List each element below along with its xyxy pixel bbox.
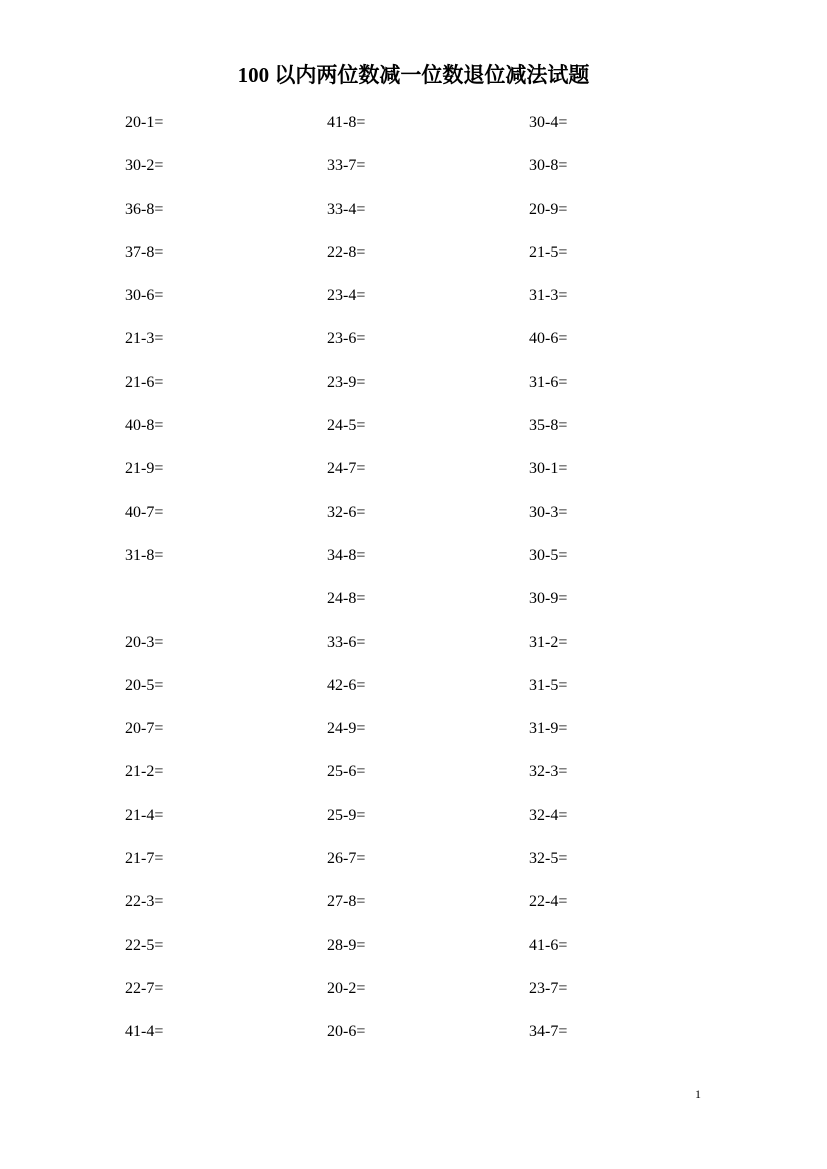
problem-item: 24-5= xyxy=(327,417,366,435)
problem-item: 22-3= xyxy=(125,893,164,911)
problem-item: 20-6= xyxy=(327,1023,366,1041)
problem-item: 30-5= xyxy=(529,546,568,564)
problem-item: 37-8= xyxy=(125,243,164,261)
problem-item: 30-8= xyxy=(529,157,568,175)
problem-item: 31-2= xyxy=(529,633,568,651)
problem-item: 30-1= xyxy=(529,460,568,478)
problem-item: 41-8= xyxy=(327,114,366,131)
page-number: 1 xyxy=(695,1087,701,1101)
problem-item: 23-6= xyxy=(327,330,366,348)
problem-item: 32-6= xyxy=(327,503,366,521)
problem-item: 33-6= xyxy=(327,633,366,651)
problem-item: 31-8= xyxy=(125,546,164,564)
problem-item: 23-4= xyxy=(327,287,366,305)
problem-item: 22-5= xyxy=(125,936,164,954)
problem-item: 30-2= xyxy=(125,157,164,175)
problem-item: 32-3= xyxy=(529,763,568,781)
problem-item: 20-9= xyxy=(529,200,568,218)
problems-grid xyxy=(125,111,649,1064)
problem-item: 26-7= xyxy=(327,850,366,868)
problem-item: 21-3= xyxy=(125,330,164,348)
problem-item: 31-9= xyxy=(529,720,568,738)
problem-item: 22-8= xyxy=(327,243,366,261)
problem-item: 41-6= xyxy=(529,936,568,954)
problem-item: 22-7= xyxy=(125,979,164,997)
problem-item: 28-9= xyxy=(327,936,366,954)
problem-item: 21-5= xyxy=(529,243,568,261)
problem-item: 34-7= xyxy=(529,1023,568,1041)
problem-item: 32-4= xyxy=(529,806,568,824)
problem-item: 25-6= xyxy=(327,763,366,781)
problem-item: 25-9= xyxy=(327,806,366,824)
problem-item: 30-3= xyxy=(529,503,568,521)
problem-item: 35-8= xyxy=(529,417,568,435)
problem-item: 31-5= xyxy=(529,676,568,694)
problem-item xyxy=(125,587,327,630)
problem-item: 23-9= xyxy=(327,373,366,391)
problem-item: 22-4= xyxy=(529,893,568,911)
problem-item: 21-2= xyxy=(125,763,164,781)
page-title: 100 以内两位数减一位数退位减法试题 xyxy=(237,63,590,87)
problem-item: 20-2= xyxy=(327,979,366,997)
problem-item: 30-4= xyxy=(529,114,568,131)
problem-item: 30-9= xyxy=(529,590,568,608)
problem-item: 24-9= xyxy=(327,720,366,738)
problem-item: 21-6= xyxy=(125,373,164,391)
problem-item: 31-3= xyxy=(529,287,568,305)
problem-item: 31-6= xyxy=(529,373,568,391)
problem-item: 24-7= xyxy=(327,460,366,478)
problem-item: 20-3= xyxy=(125,633,164,651)
problem-item: 21-7= xyxy=(125,850,164,868)
problem-item: 36-8= xyxy=(125,200,164,218)
problem-item: 21-9= xyxy=(125,460,164,478)
problem-item: 33-4= xyxy=(327,200,366,218)
problem-item: 32-5= xyxy=(529,850,568,868)
problem-item: 23-7= xyxy=(529,979,568,997)
problem-item: 40-8= xyxy=(125,417,164,435)
problem-item: 20-1= xyxy=(125,114,164,131)
problem-item: 33-7= xyxy=(327,157,366,175)
problem-item: 20-5= xyxy=(125,676,164,694)
problem-item: 30-6= xyxy=(125,287,164,305)
problem-item: 40-7= xyxy=(125,503,164,521)
problem-item: 41-4= xyxy=(125,1023,164,1041)
problem-item: 20-7= xyxy=(125,720,164,738)
problem-item: 40-6= xyxy=(529,330,568,348)
problem-item: 27-8= xyxy=(327,893,366,911)
problem-item: 34-8= xyxy=(327,546,366,564)
problem-item: 24-8= xyxy=(327,590,366,608)
problem-item: 42-6= xyxy=(327,676,366,694)
problem-item: 21-4= xyxy=(125,806,164,824)
